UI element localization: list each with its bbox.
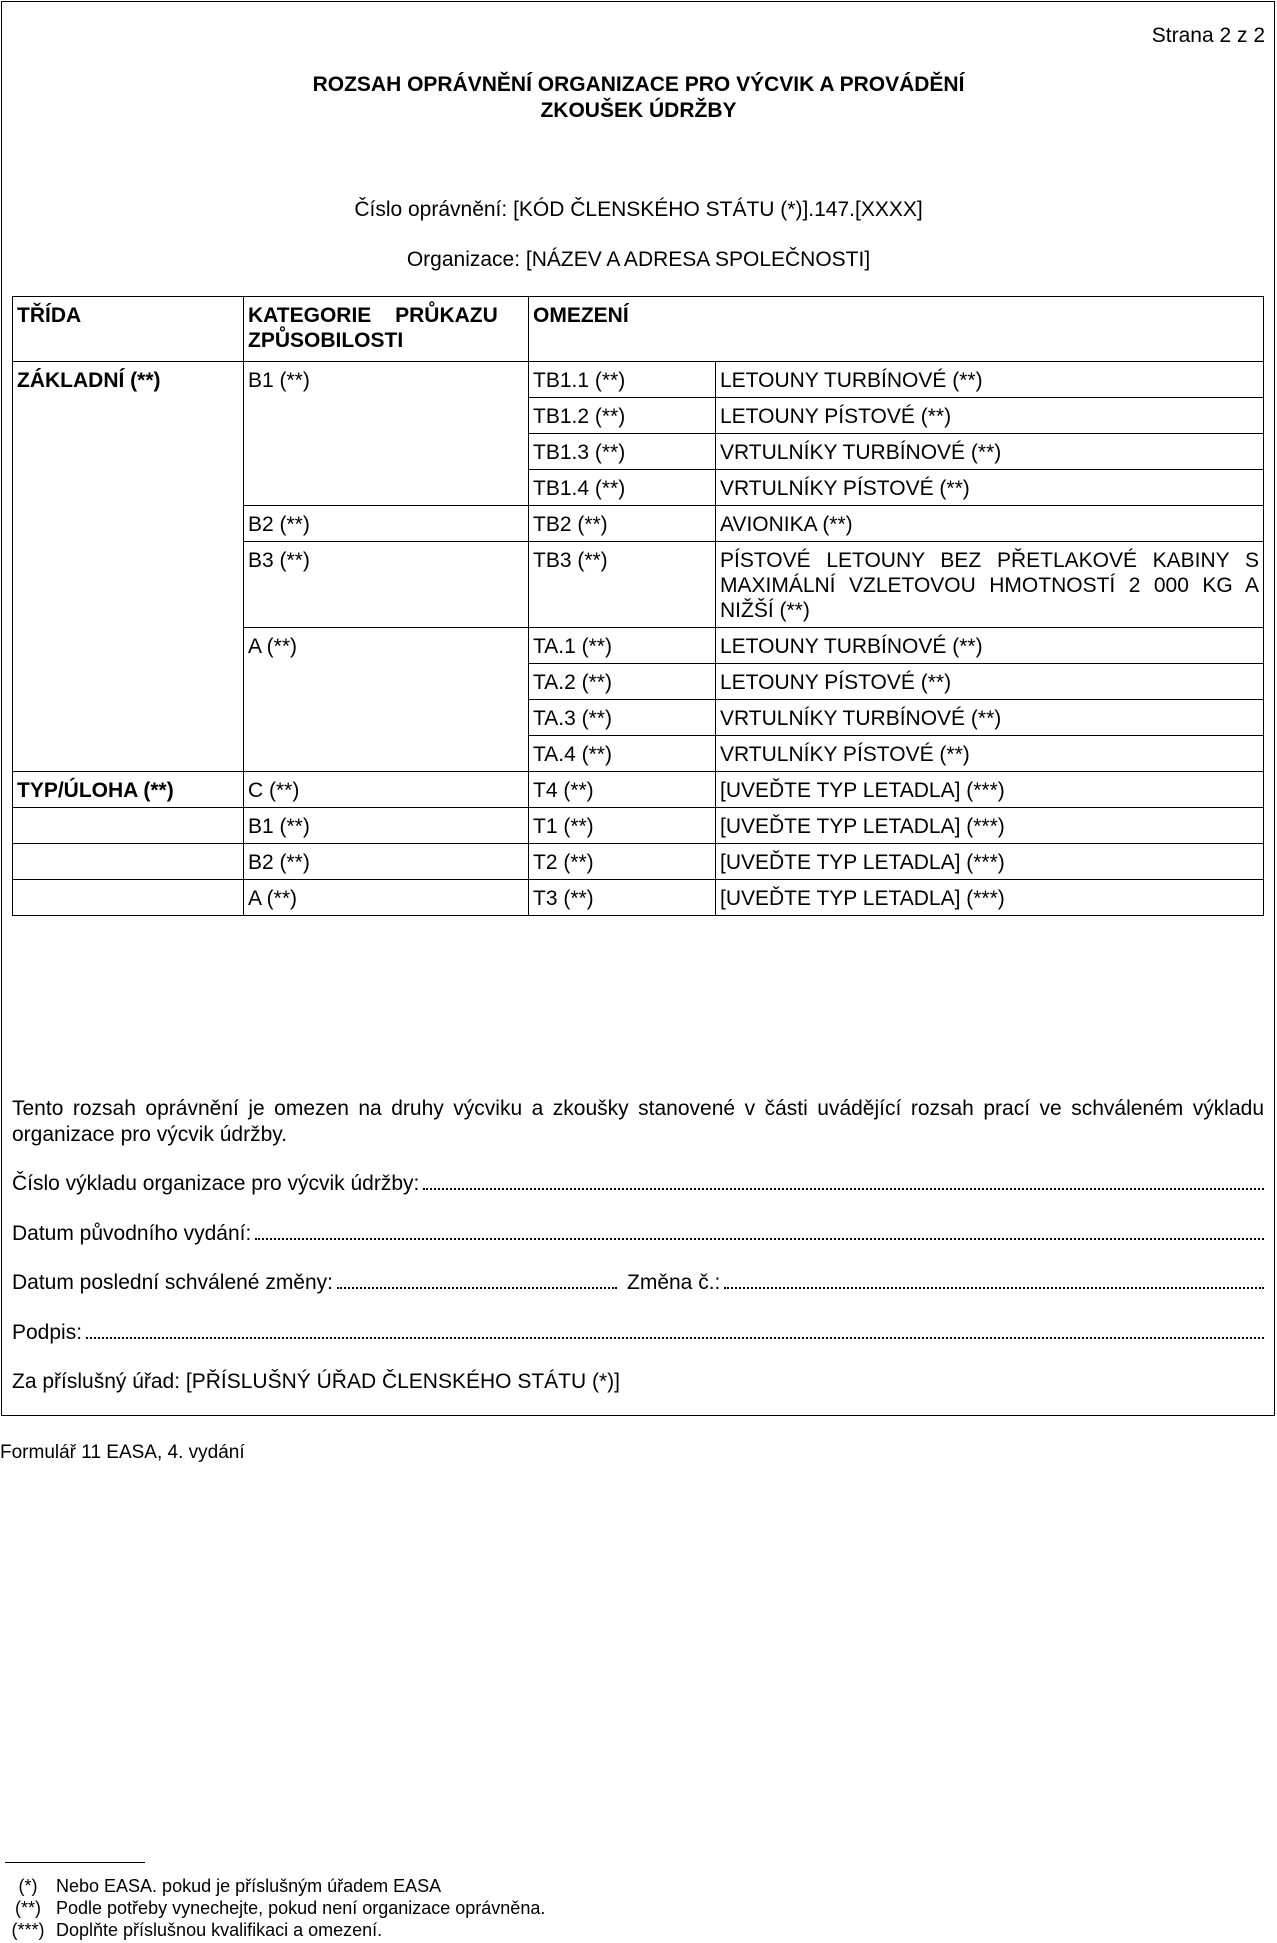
last-amendment-label: Datum poslední schválené změny: xyxy=(12,1271,333,1294)
limitation-code: TB1.3 (**) xyxy=(529,434,716,470)
category-cell: B1 (**) xyxy=(244,808,529,844)
header-category: KATEGORIE PRŮKAZU ZPŮSOBILOSTI xyxy=(244,297,529,362)
document-title xyxy=(0,72,1277,124)
limitation-desc: VRTULNÍKY TURBÍNOVÉ (**) xyxy=(716,700,1264,736)
limitation-desc: LETOUNY PÍSTOVÉ (**) xyxy=(716,664,1264,700)
limitation-desc: LETOUNY TURBÍNOVÉ (**) xyxy=(716,628,1264,664)
organisation-name: Organizace: [NÁZEV A ADRESA SPOLEČNOSTI] xyxy=(406,248,871,271)
table-row xyxy=(13,808,1264,844)
title-line-2: ZKOUŠEK ÚDRŽBY xyxy=(540,99,737,122)
limitation-desc: AVIONIKA (**) xyxy=(716,506,1264,542)
limitation-code: TB3 (**) xyxy=(529,542,716,628)
footnote-text: Nebo EASA. pokud je příslušným úřadem EASA xyxy=(56,1876,442,1896)
limitation-desc: [UVEĎTE TYP LETADLA] (***) xyxy=(716,844,1264,880)
footnote-mark: (**) xyxy=(15,1898,41,1918)
authority-label: Za příslušný úřad: [PŘÍSLUŠNÝ ÚŘAD ČLENSKÉHO STÁTU (*)] xyxy=(12,1370,620,1393)
header-class: TŘÍDA xyxy=(13,297,244,362)
table-row xyxy=(13,844,1264,880)
last-amendment-field xyxy=(12,1271,1264,1295)
class-empty xyxy=(13,880,244,916)
form-identifier: Formulář 11 EASA, 4. vydání xyxy=(0,1442,245,1463)
limitation-desc: VRTULNÍKY PÍSTOVÉ (**) xyxy=(716,470,1264,506)
class-basic: ZÁKLADNÍ (**) xyxy=(13,362,244,772)
exposition-number-blank xyxy=(423,1172,1264,1190)
limitation-code: TA.4 (**) xyxy=(529,736,716,772)
footnote-separator xyxy=(5,1862,145,1863)
exposition-number-label: Číslo výkladu organizace pro výcvik údržby: xyxy=(12,1172,420,1195)
limitation-desc: LETOUNY PÍSTOVÉ (**) xyxy=(716,398,1264,434)
category-cell: B3 (**) xyxy=(244,542,529,628)
table-row xyxy=(13,880,1264,916)
footnote xyxy=(0,1920,382,1941)
authority-field xyxy=(12,1370,1264,1394)
footnote-mark: (***) xyxy=(11,1920,45,1940)
category-cell: B2 (**) xyxy=(244,506,529,542)
category-cell: A (**) xyxy=(244,628,529,772)
limitation-desc: PÍSTOVÉ LETOUNY BEZ PŘETLAKOVÉ KABINY S MAXIMÁLNÍ VZLETOVOU HMOTNOSTÍ 2 000 KG A NIŽŠÍ (**) xyxy=(716,542,1264,628)
scope-table xyxy=(12,296,1264,916)
exposition-number-field xyxy=(12,1172,1264,1196)
limitation-desc: LETOUNY TURBÍNOVÉ (**) xyxy=(716,362,1264,398)
limitation-code: T2 (**) xyxy=(529,844,716,880)
category-cell: B1 (**) xyxy=(244,362,529,506)
limitation-code: TB2 (**) xyxy=(529,506,716,542)
limitation-code: TA.1 (**) xyxy=(529,628,716,664)
signature-field xyxy=(12,1321,1264,1345)
table-header-row xyxy=(13,297,1264,362)
table-row xyxy=(13,772,1264,808)
class-empty xyxy=(13,844,244,880)
footnote xyxy=(0,1876,441,1897)
limitation-code: TA.3 (**) xyxy=(529,700,716,736)
original-issue-field xyxy=(12,1222,1264,1246)
footnote-text: Doplňte příslušnou kvalifikaci a omezení. xyxy=(56,1920,383,1940)
original-issue-blank xyxy=(255,1222,1264,1240)
scope-statement: Tento rozsah oprávnění je omezen na druhy výcviku a zkoušky stanovené v části uvádějící rozsah prací ve schváleném výkladu organizace pro výcvik údržby. xyxy=(12,1097,1264,1146)
limitation-code: T3 (**) xyxy=(529,880,716,916)
title-line-1: ROZSAH OPRÁVNĚNÍ ORGANIZACE PRO VÝCVIK A PROVÁDĚNÍ xyxy=(312,73,965,96)
limitation-desc: [UVEĎTE TYP LETADLA] (***) xyxy=(716,808,1264,844)
page-number: Strana 2 z 2 xyxy=(1151,24,1265,47)
signature-label: Podpis: xyxy=(12,1321,83,1344)
class-empty xyxy=(13,808,244,844)
limitation-code: TB1.1 (**) xyxy=(529,362,716,398)
category-cell: B2 (**) xyxy=(244,844,529,880)
footnote-mark: (*) xyxy=(18,1876,38,1896)
table-row xyxy=(13,362,1264,398)
signature-blank xyxy=(86,1321,1264,1339)
footnote-text: Podle potřeby vynechejte, pokud není organizace oprávněna. xyxy=(56,1898,546,1918)
limitation-code: T4 (**) xyxy=(529,772,716,808)
approval-number: Číslo oprávnění: [KÓD ČLENSKÉHO STÁTU (*)].147.[XXXX] xyxy=(354,198,923,221)
category-cell: A (**) xyxy=(244,880,529,916)
limitation-desc: [UVEĎTE TYP LETADLA] (***) xyxy=(716,772,1264,808)
limitation-desc: [UVEĎTE TYP LETADLA] (***) xyxy=(716,880,1264,916)
limitation-code: TB1.2 (**) xyxy=(529,398,716,434)
header-limitation: OMEZENÍ xyxy=(529,297,1264,362)
amendment-number-label: Změna č.: xyxy=(627,1271,721,1294)
footnote xyxy=(0,1898,545,1919)
class-type: TYP/ÚLOHA (**) xyxy=(13,772,244,808)
amendment-number-blank xyxy=(724,1271,1264,1289)
last-amendment-blank xyxy=(337,1271,617,1289)
category-cell: C (**) xyxy=(244,772,529,808)
limitation-desc: VRTULNÍKY TURBÍNOVÉ (**) xyxy=(716,434,1264,470)
limitation-code: T1 (**) xyxy=(529,808,716,844)
original-issue-label: Datum původního vydání: xyxy=(12,1222,252,1245)
limitation-desc: VRTULNÍKY PÍSTOVÉ (**) xyxy=(716,736,1264,772)
limitation-code: TA.2 (**) xyxy=(529,664,716,700)
limitation-code: TB1.4 (**) xyxy=(529,470,716,506)
